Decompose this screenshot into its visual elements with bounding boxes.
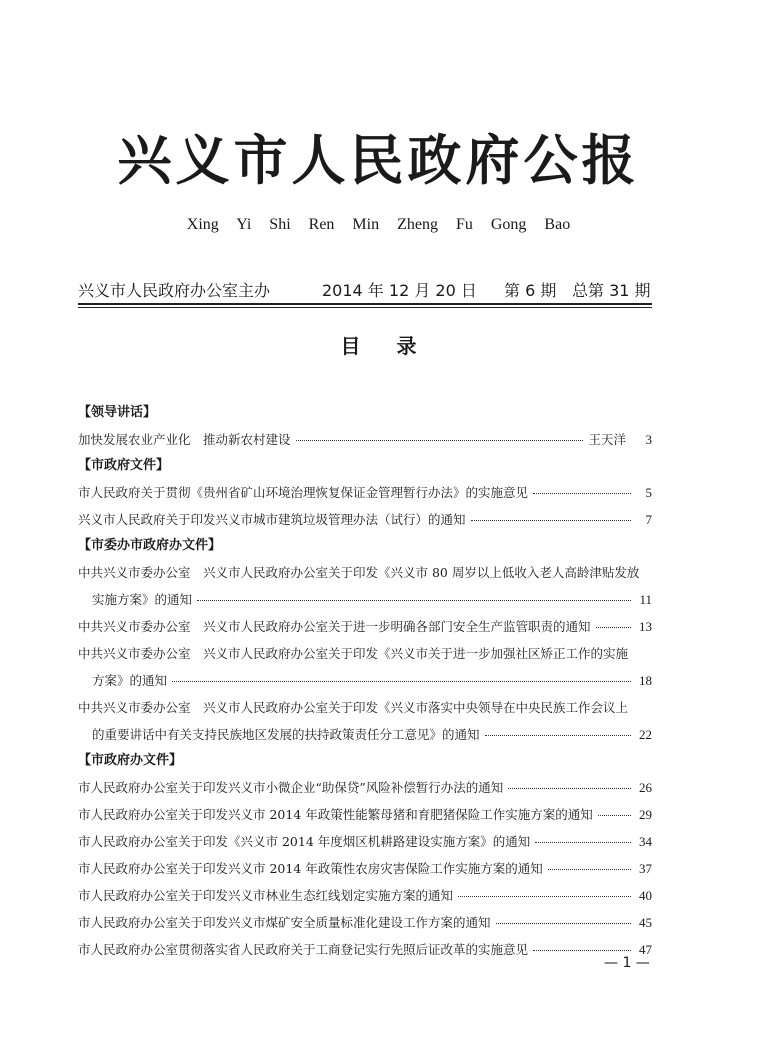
toc-entry[interactable] xyxy=(78,479,652,506)
toc-leader-dots xyxy=(197,600,631,601)
toc-page-number: 40 xyxy=(639,888,652,903)
toc-leader-dots xyxy=(508,788,631,789)
toc-page-number: 13 xyxy=(639,619,652,634)
toc-entry[interactable] xyxy=(78,613,652,640)
header-rule-thick xyxy=(78,303,652,305)
toc-page-number: 3 xyxy=(645,432,652,447)
toc-section-title: 【领导讲话】 xyxy=(78,405,157,420)
toc-entry-title-line: 中共兴义市委办公室 兴义市人民政府办公室关于印发《兴义市 80 周岁以上低收入老人高龄津贴发放 xyxy=(78,565,640,580)
toc-leader-dots xyxy=(548,869,631,870)
bulletin-title: 兴义市人民政府公报 xyxy=(117,128,640,192)
toc-leader-dots xyxy=(471,520,631,521)
toc-leader-dots xyxy=(598,815,631,816)
toc-entry[interactable] xyxy=(78,828,652,855)
toc-page-number: 37 xyxy=(639,861,652,876)
toc-entry-title-line: 市人民政府办公室关于印发兴义市林业生态红线划定实施方案的通知 xyxy=(78,888,454,903)
toc-entry-title-line: 加快发展农业产业化 推动新农村建设 xyxy=(78,432,291,447)
toc-page-number: 45 xyxy=(639,915,652,930)
toc-entry-title-line: 方案》的通知 xyxy=(92,673,168,688)
toc-entry[interactable] xyxy=(78,640,652,694)
toc-leader-dots xyxy=(496,923,631,924)
toc-leader-dots xyxy=(535,842,631,843)
toc-page-number: 29 xyxy=(639,807,652,822)
toc-page-number: 7 xyxy=(645,512,652,527)
issue-info-bar xyxy=(78,276,652,302)
toc-entry-title-line: 市人民政府办公室关于印发兴义市 2014 年政策性能繁母猪和育肥猪保险工作实施方案的通知 xyxy=(78,807,593,822)
bulletin-title-pinyin: Xing Yi Shi Ren Min Zheng Fu Gong Bao xyxy=(186,216,571,233)
toc-entry[interactable] xyxy=(78,506,652,533)
toc-leader-dots xyxy=(533,950,631,951)
toc-entry-title-line: 市人民政府办公室关于印发兴义市 2014 年政策性农房灾害保险工作实施方案的通知 xyxy=(78,861,543,876)
toc-page-number: 11 xyxy=(639,592,652,607)
toc-section-title: 【市委办市政府办文件】 xyxy=(78,538,222,553)
toc-entry-title-line: 市人民政府办公室贯彻落实省人民政府关于工商登记实行先照后证改革的实施意见 xyxy=(78,942,529,957)
toc-entry[interactable] xyxy=(78,936,652,963)
toc-entry-title-line: 中共兴义市委办公室 兴义市人民政府办公室关于印发《兴义市落实中央领导在中央民族工作会议上 xyxy=(78,700,629,715)
toc-entry[interactable] xyxy=(78,559,652,613)
header-rule-thin xyxy=(78,307,652,308)
toc-page-number: 26 xyxy=(639,780,652,795)
toc-entry[interactable] xyxy=(78,774,652,801)
toc-entry-title-line: 实施方案》的通知 xyxy=(92,592,193,607)
toc-entry[interactable] xyxy=(78,855,652,882)
toc-page-number: 22 xyxy=(639,727,652,742)
toc-leader-dots xyxy=(458,896,631,897)
toc-page-number: 47 xyxy=(639,942,652,957)
toc-entry-title-line: 兴义市人民政府关于印发兴义市城市建筑垃圾管理办法（试行）的通知 xyxy=(78,512,466,527)
page-number: — 1 — xyxy=(604,955,650,971)
toc-section-title: 【市政府办文件】 xyxy=(78,753,183,768)
toc-leader-dots xyxy=(485,735,631,736)
toc-leader-dots xyxy=(533,493,631,494)
toc-entry-title-line: 市人民政府办公室关于印发兴义市煤矿安全质量标准化建设工作方案的通知 xyxy=(78,915,491,930)
issue-date: 2014 年 12 月 20 日 xyxy=(322,281,477,300)
toc-entry-title-line: 市人民政府办公室关于印发兴义市小微企业“助保贷”风险补偿暂行办法的通知 xyxy=(78,780,504,795)
toc-leader-dots xyxy=(296,440,584,441)
toc-leader-dots xyxy=(172,681,631,682)
toc-entry-title-line: 的重要讲话中有关支持民族地区发展的扶持政策责任分工意见》的通知 xyxy=(92,727,480,742)
toc-entry[interactable] xyxy=(78,426,652,453)
toc-entry[interactable] xyxy=(78,694,652,748)
toc-entry-author: 王天洋 xyxy=(588,432,626,447)
total-issue-number: 总第 31 期 xyxy=(572,281,651,300)
toc-heading: 目录 xyxy=(340,334,453,358)
table-of-contents xyxy=(78,400,652,963)
toc-page-number: 18 xyxy=(639,673,652,688)
sponsor-label: 兴义市人民政府办公室主办 xyxy=(78,281,271,300)
toc-entry-title-line: 市人民政府关于贯彻《贵州省矿山环境治理恢复保证金管理暂行办法》的实施意见 xyxy=(78,485,529,500)
issue-number: 第 6 期 xyxy=(504,281,557,300)
toc-entry[interactable] xyxy=(78,909,652,936)
toc-leader-dots xyxy=(596,627,631,628)
toc-page-number: 5 xyxy=(645,485,652,500)
toc-entry[interactable] xyxy=(78,882,652,909)
toc-entry-title-line: 中共兴义市委办公室 兴义市人民政府办公室关于印发《兴义市关于进一步加强社区矫正工作的实施 xyxy=(78,646,629,661)
toc-entry[interactable] xyxy=(78,801,652,828)
toc-entry-title-line: 中共兴义市委办公室 兴义市人民政府办公室关于进一步明确各部门安全生产监管职责的通知 xyxy=(78,619,591,634)
toc-section-title: 【市政府文件】 xyxy=(78,458,170,473)
toc-page-number: 34 xyxy=(639,834,652,849)
toc-entry-title-line: 市人民政府办公室关于印发《兴义市 2014 年度烟区机耕路建设实施方案》的通知 xyxy=(78,834,531,849)
